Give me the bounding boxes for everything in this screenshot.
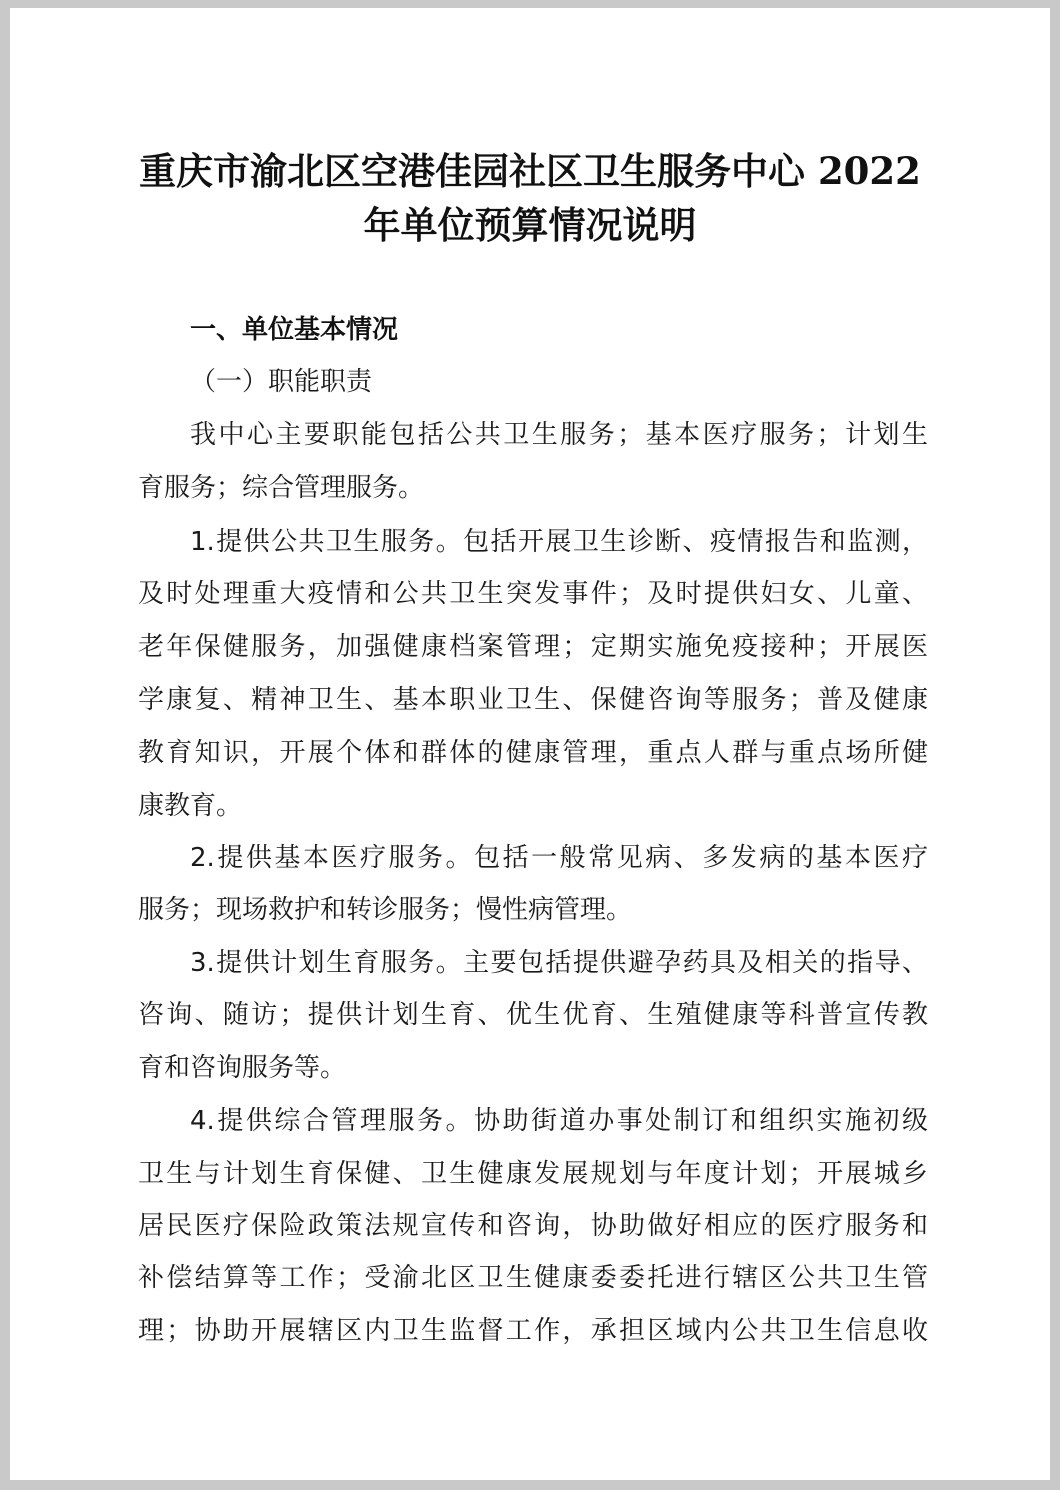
- body-line: 2.提供基本医疗服务。包括一般常见病、多发病的基本医疗: [190, 843, 928, 873]
- subsection-heading: （一）职能职责: [190, 367, 373, 397]
- body-line: 育和咨询服务等。: [138, 1053, 347, 1083]
- body-line: 康教育。: [138, 791, 243, 821]
- body-line: 居民医疗保险政策法规宣传和咨询，协助做好相应的医疗服务和: [138, 1211, 928, 1241]
- body-line: 老年保健服务，加强健康档案管理；定期实施免疫接种；开展医: [138, 632, 928, 662]
- section-heading: 一、单位基本情况: [190, 315, 399, 345]
- body-line: 3.提供计划生育服务。主要包括提供避孕药具及相关的指导、: [190, 948, 928, 978]
- body-line: 1.提供公共卫生服务。包括开展卫生诊断、疫情报告和监测，: [190, 527, 928, 557]
- document-page: [10, 8, 1050, 1480]
- body-line: 补偿结算等工作；受渝北区卫生健康委委托进行辖区公共卫生管: [138, 1263, 928, 1293]
- body-line: 4.提供综合管理服务。协助街道办事处制订和组织实施初级: [190, 1106, 928, 1136]
- body-line: 理；协助开展辖区内卫生监督工作，承担区域内公共卫生信息收: [138, 1316, 928, 1346]
- body-line: 卫生与计划生育保健、卫生健康发展规划与年度计划；开展城乡: [138, 1159, 928, 1189]
- body-line: 我中心主要职能包括公共卫生服务；基本医疗服务；计划生: [190, 420, 928, 450]
- body-line: 育服务；综合管理服务。: [138, 473, 425, 503]
- document-title-line2: 年单位预算情况说明: [363, 203, 697, 247]
- body-line: 教育知识，开展个体和群体的健康管理，重点人群与重点场所健: [138, 738, 928, 768]
- document-title-line1: 重庆市渝北区空港佳园社区卫生服务中心 2022: [139, 149, 921, 193]
- body-line: 服务；现场救护和转诊服务；慢性病管理。: [138, 895, 633, 925]
- body-line: 学康复、精神卫生、基本职业卫生、保健咨询等服务；普及健康: [138, 685, 928, 715]
- body-line: 及时处理重大疫情和公共卫生突发事件；及时提供妇女、儿童、: [138, 579, 928, 609]
- body-line: 咨询、随访；提供计划生育、优生优育、生殖健康等科普宣传教: [138, 1000, 928, 1030]
